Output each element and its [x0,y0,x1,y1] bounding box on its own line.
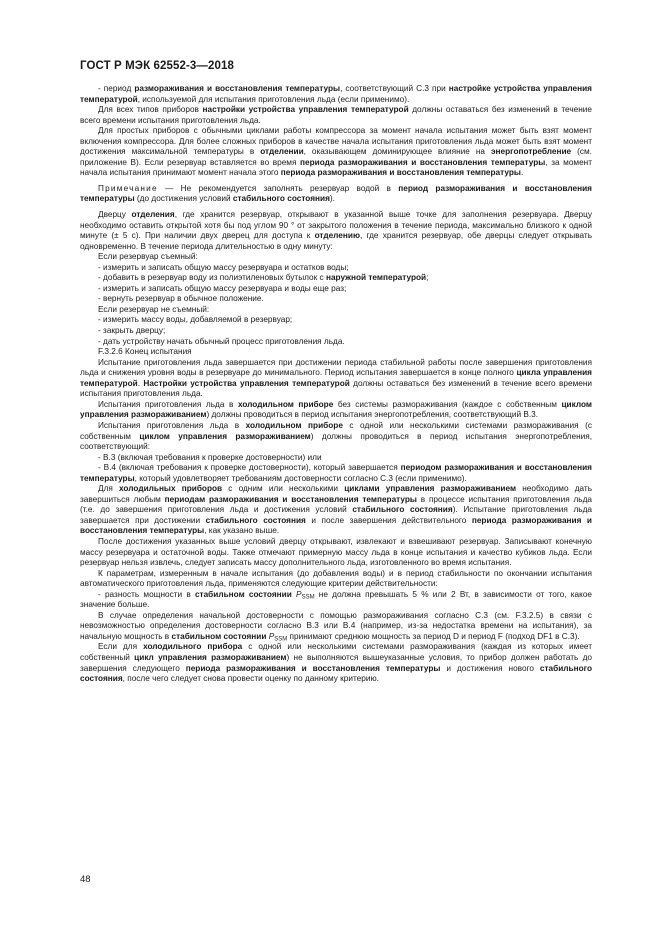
text-run: . [137,378,144,388]
text-run: и достижения нового [440,663,540,673]
page-body [80,84,592,685]
paragraph [80,484,592,537]
text-run: , где хранится резервуар, обе дверцы следует открывать одновременно. В течение периода длительностью в одну минуту: [80,231,593,251]
text-run: (см. приложение В). Если резервуар вставляется во время [80,147,592,167]
text-run: необходимо дать завершиться любым [80,484,593,504]
text-run: не должна превышать 5 % или 2 Вт, в зависимости от того, какое значение больше. [80,589,593,610]
term: циклом управления размораживанием [80,399,592,420]
text-run: Дверцу [98,210,132,220]
list-item [80,294,592,305]
term: циклами управления размораживанием [344,484,517,494]
text-run: — Не рекомендуется заполнять резервуар водой в [157,183,399,193]
text-run: , используемой для испытания приготовления льда (если применимо). [137,94,410,104]
text-run: . [520,168,524,178]
text-run: - измерить массу воды, добавляемой в резервуар; [98,315,293,325]
paragraph [80,590,592,611]
term: период размораживания и восстановления температуры [80,183,592,204]
text-run: ; [426,273,429,283]
text-run: Испытания приготовления льда в [98,420,246,430]
text-run: - измерить и записать общую массу резервуара и воды еще раз; [98,283,347,293]
text-run: После достижения указанных выше условий дверцу открывают, извлекают и взвешивают резервуар. Записывают конечную массу резервуара и остаточной воды. Также отмечают примерную массу льда в конце испытания и качество кубиков льда. Если резервуар нельзя извлечь, следует записать массу дополнительного льда, изготовленного во время испытания. [80,536,592,568]
text-run: - измерить и записать общую массу резервуара и остатков воды; [98,262,349,272]
term: отделении [260,147,304,157]
text-run: , за момент начала испытания принимают момент начала этого [80,157,592,178]
text-run: Для простых приборов с обычными циклами работы компрессора за момент начала испытания может быть взят момент включения компрессора. Для более сложных приборов в качестве начала испытания приготовления льда может быть взят момент достижения максимальной температуры в [80,126,592,157]
paragraph [80,210,592,252]
list-intro: Если резервуар не съемный: [98,304,210,314]
text-run: - период [98,84,135,93]
text-run: , соответствующий С.3 при [340,84,449,93]
subscript: SSM [301,594,315,601]
text-run: с одним или несколькими [222,484,345,494]
term: цикла управления температурой [80,368,592,388]
term: стабильном состоянии [171,631,267,641]
list-item [80,315,592,326]
text-run: - добавить в резервуар воду из полиэтиленовых бутылок с [98,273,326,283]
term: периода размораживания и восстановления температуры [80,515,593,536]
term: наружной температурой [325,273,427,283]
term: отделению [314,231,360,241]
paragraph [80,421,592,453]
list-item [80,273,592,284]
page-number: 48 [80,874,91,885]
paragraph [80,126,592,179]
text-run: с одной или несколькими системами размораживания (каждая из которых имеет собственный [80,642,592,662]
term: стабильном состоянии [194,589,292,599]
paragraph [80,453,592,464]
term: энергопотребление [490,147,572,157]
paragraph [80,463,592,484]
text-run: должны оставаться без изменений в течение всего времени испытания приготовления льда. [80,105,592,125]
term: холодильном приборе [245,420,343,430]
text-run: ) не выполняются вышеуказанные условия, то прибор должен работать до завершения следующего [80,652,592,673]
list-item [80,263,592,274]
text-run: - дать устройству начать обычный процесс приготовления льда. [98,336,345,346]
text-run: , оказывающем доминирующее влияние на [303,147,491,157]
text-run: Для всех типов приборов [98,105,203,115]
list-item [80,326,592,337]
term: стабильного состояния [80,663,592,684]
term: периода размораживания и восстановления температуры [185,663,441,673]
paragraph [80,537,592,569]
list-item [80,284,592,295]
paragraph [80,611,592,643]
text-run: ). Испытание приготовления льда завершается при достижении [80,505,593,525]
note [80,184,592,205]
term: цикл управления размораживанием [134,652,287,662]
text-run: - В.3 (включая требования к проверке достоверности) или [98,452,322,462]
paragraph [80,358,592,400]
paragraph [80,84,592,105]
term: отделения [131,210,175,220]
term: циклом управления размораживанием [139,431,311,441]
text-run: (до достижения условий [134,194,233,204]
list-item [80,337,592,348]
text-run: ) должны проводиться в период испытания энергопотребления, соответствующий В.3. [206,410,539,420]
text-run: , как указано выше. [204,526,280,536]
term: периода размораживания и восстановления температуры [280,168,521,178]
term: периода размораживания и восстановления температуры [300,157,546,167]
text-run: Испытания приготовления льда в [98,399,238,409]
document-header: ГОСТ Р МЭК 62552-3—2018 [80,60,234,72]
term: периодам размораживания и восстановления температуры [164,494,417,504]
paragraph [80,400,592,421]
subscript: SSM [274,636,288,643]
paragraph [80,105,592,126]
term: холодильных приборов [119,484,223,494]
text-run: , где хранится резервуар, открывают в указанной выше точке для заполнения резервуара. Дверцу необходимо оставить открытой хотя бы под углом 90 ° от закрытого положения в течение периода, максимально близкого к одной минуте (± 5 с). При наличии двух дверец для доступа к [80,210,592,241]
list-intro: Если резервуар съемный: [98,252,198,262]
text-run: ). [329,194,335,204]
text-run: К параметрам, измеренным в начале испытания (до добавления воды) и в период стабильности по окончании испытания автоматического приготовления льда, применяются следующие критерии действительности: [80,568,592,589]
text-run: в процессе испытания приготовления льда (т.е. до завершения приготовления льда и достижения условий [80,494,592,515]
text-run: должны оставаться без изменений в течение всего времени испытания приготовления льда. [80,378,592,399]
term: стабильного состояния [205,515,306,525]
term: периодом размораживания и восстановления температуры [80,463,592,483]
term: холодильного прибора [143,642,243,652]
term: размораживания и восстановления температуры [134,84,341,93]
text-run: Испытание приготовления льда завершается при достижении периода стабильной работы после завершения приготовления льда и снижения уровня воды в резервуаре до минимального. Период испытания завершается в конце полного [80,357,592,378]
term: холодильном приборе [237,399,334,409]
text-run: без системы размораживания (каждое с собственным [333,399,562,409]
text-run: P [268,631,275,641]
text-run: В случае определения начальной достоверности с помощью размораживания согласно С.3 (см. F.3.2.5) в связи с невозможностью определения достоверности согласно В.3 или В.4 (например, из-за недостатка времени на испытания), за начальную мощность в [80,610,592,641]
term: стабильного состояния [352,505,453,515]
text-run: , после чего следует снова провести оценку по данному критерию. [122,674,379,684]
term: Настройки устройства управления температурой [143,378,350,388]
text-run: Если для [98,642,144,652]
note-label: Примечание [98,183,158,193]
text-run: - вернуть резервуар в обычное положение. [98,294,264,304]
text-run: с одной или несколькими системами размораживания (с собственным [80,420,592,441]
text-run: принимают среднюю мощность за период D и период F (подход DF1 в С.3). [287,631,580,641]
section-title: F.3.2.6 Конец испытания [98,347,192,357]
text-run: Для [98,484,120,494]
text-run: - разность мощности в [98,589,195,599]
text-run: - закрыть дверцу; [98,326,166,336]
term: стабильного состояния [232,194,330,204]
text-run: - В.4 (включая требования к проверке достоверности), который завершается [98,463,401,473]
term: настройке устройства управления температурой [80,84,593,104]
text-run: , который удовлетворяет требованиям достоверности согласно С.3 (если применимо). [134,473,467,483]
note-text [80,184,592,204]
paragraph [80,642,592,684]
text-run: P [296,589,302,599]
paragraph [80,569,592,590]
text-run: и после завершения действительного [305,515,472,525]
text-run: ) должны проводиться в период испытания энергопотребления, соответствующий: [80,431,592,452]
term: настройки устройства управления температурой [202,105,409,115]
